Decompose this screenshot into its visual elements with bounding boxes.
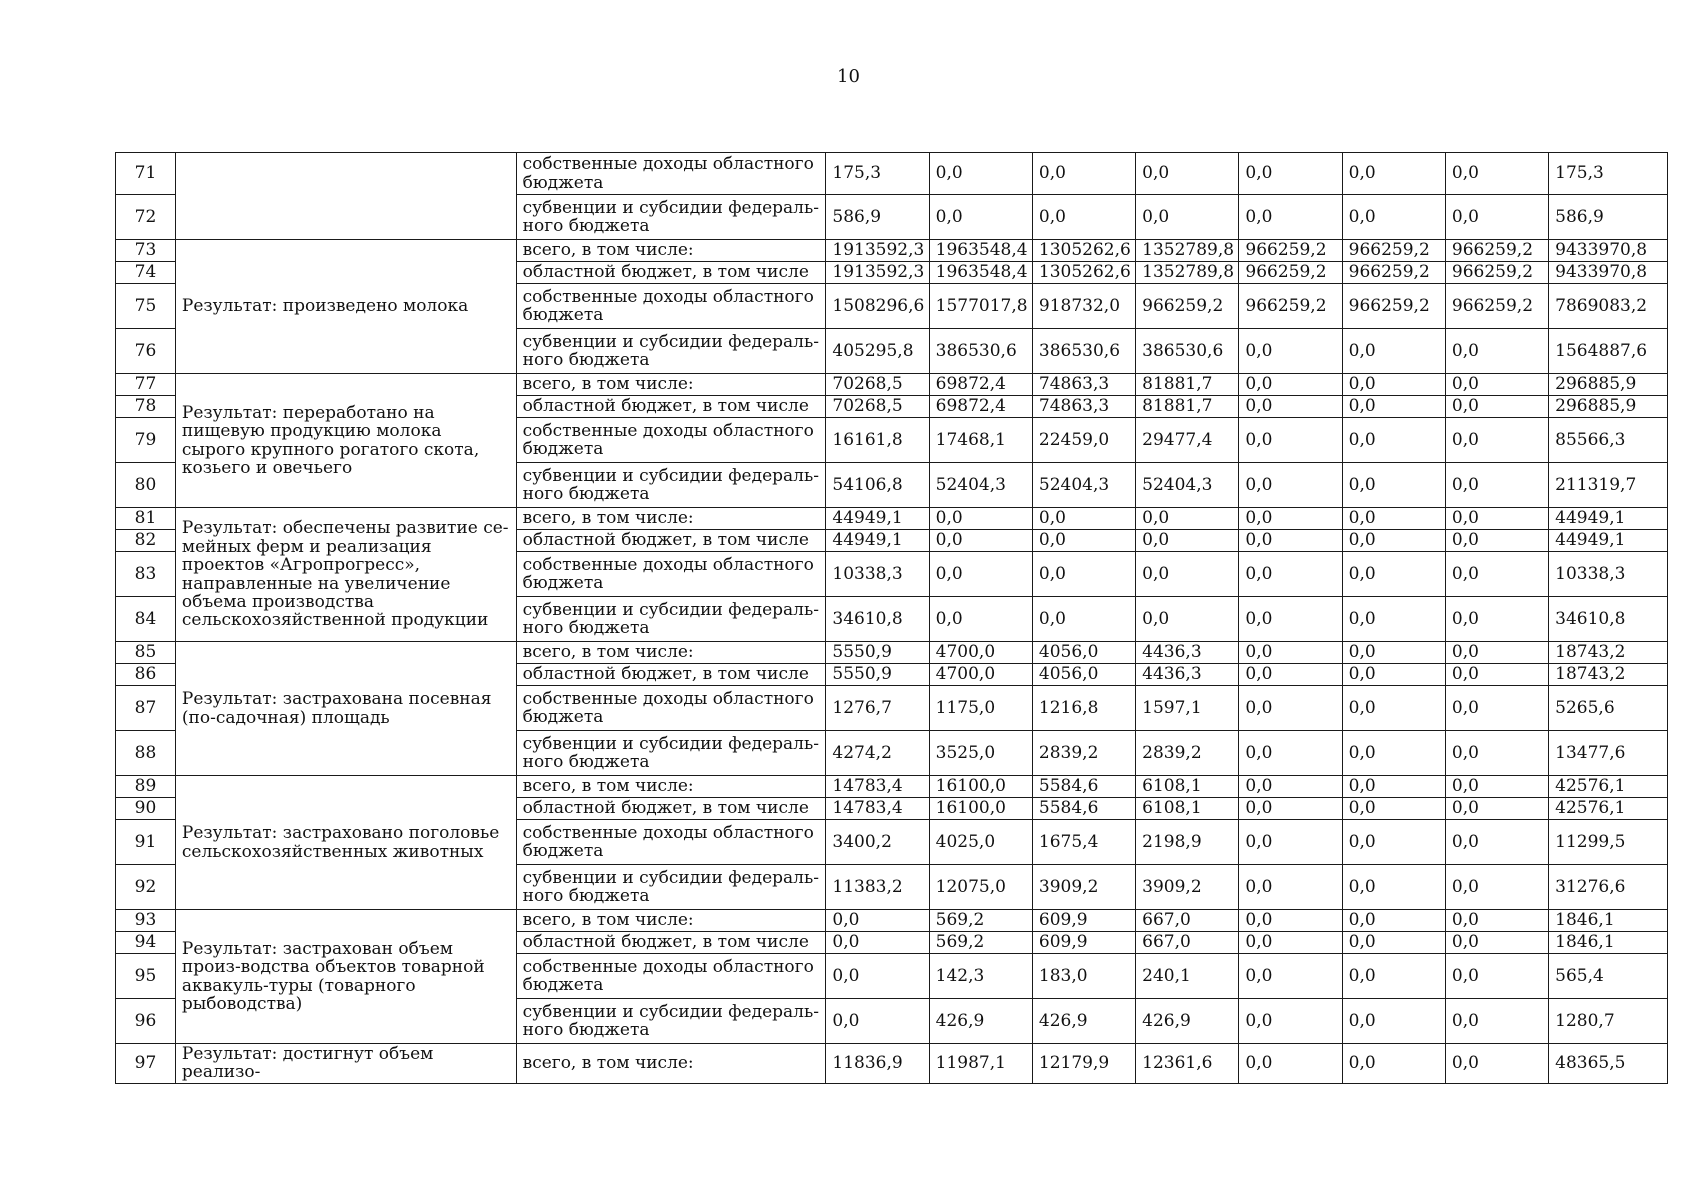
value-cell: 5584,6 <box>1032 776 1135 798</box>
funding-source: областной бюджет, в том числе <box>516 932 826 954</box>
value-cell: 5550,9 <box>826 664 929 686</box>
value-cell: 0,0 <box>1445 954 1548 999</box>
value-cell: 2839,2 <box>1032 731 1135 776</box>
value-cell: 0,0 <box>1239 910 1342 932</box>
value-cell: 4056,0 <box>1032 642 1135 664</box>
value-cell: 0,0 <box>1342 195 1445 240</box>
value-cell: 0,0 <box>1445 798 1548 820</box>
value-cell: 0,0 <box>1445 329 1548 374</box>
value-cell: 4056,0 <box>1032 664 1135 686</box>
value-cell: 3400,2 <box>826 820 929 865</box>
row-number: 73 <box>116 240 176 262</box>
value-cell: 667,0 <box>1136 932 1239 954</box>
value-total: 18743,2 <box>1549 642 1668 664</box>
row-number: 91 <box>116 820 176 865</box>
value-cell: 52404,3 <box>1136 463 1239 508</box>
funding-source: всего, в том числе: <box>516 910 826 932</box>
value-cell: 0,0 <box>1239 798 1342 820</box>
funding-source: субвенции и субсидии федераль-ного бюджета <box>516 195 826 240</box>
value-cell: 0,0 <box>1239 597 1342 642</box>
value-cell: 667,0 <box>1136 910 1239 932</box>
funding-source: субвенции и субсидии федераль-ного бюджета <box>516 463 826 508</box>
row-number: 93 <box>116 910 176 932</box>
value-cell: 0,0 <box>1342 530 1445 552</box>
value-cell: 12075,0 <box>929 865 1032 910</box>
value-total: 85566,3 <box>1549 418 1668 463</box>
budget-table <box>115 152 1668 1084</box>
value-cell: 81881,7 <box>1136 374 1239 396</box>
value-cell: 0,0 <box>1342 329 1445 374</box>
funding-source: собственные доходы областного бюджета <box>516 153 826 195</box>
value-cell: 0,0 <box>826 932 929 954</box>
table-row <box>116 153 1668 195</box>
row-number: 78 <box>116 396 176 418</box>
row-number: 76 <box>116 329 176 374</box>
row-number: 92 <box>116 865 176 910</box>
value-cell: 386530,6 <box>1032 329 1135 374</box>
funding-source: областной бюджет, в том числе <box>516 530 826 552</box>
value-cell: 1675,4 <box>1032 820 1135 865</box>
value-cell: 74863,3 <box>1032 374 1135 396</box>
funding-source: субвенции и субсидии федераль-ного бюджета <box>516 865 826 910</box>
value-cell: 0,0 <box>1342 153 1445 195</box>
value-cell: 2839,2 <box>1136 731 1239 776</box>
table-body <box>116 153 1668 1084</box>
value-cell: 0,0 <box>1342 597 1445 642</box>
value-cell: 142,3 <box>929 954 1032 999</box>
value-cell: 14783,4 <box>826 798 929 820</box>
table-row <box>116 374 1668 396</box>
value-cell: 0,0 <box>1239 374 1342 396</box>
value-cell: 0,0 <box>1032 552 1135 597</box>
table-row <box>116 240 1668 262</box>
value-cell: 426,9 <box>929 999 1032 1044</box>
value-cell: 0,0 <box>1445 686 1548 731</box>
value-cell: 0,0 <box>1239 999 1342 1044</box>
value-cell: 966259,2 <box>1136 284 1239 329</box>
value-total: 175,3 <box>1549 153 1668 195</box>
value-cell: 69872,4 <box>929 396 1032 418</box>
value-cell: 52404,3 <box>1032 463 1135 508</box>
value-cell: 0,0 <box>1445 374 1548 396</box>
result-description: Результат: достигнут объем реализо- <box>175 1044 516 1084</box>
value-cell: 0,0 <box>1445 820 1548 865</box>
value-cell: 0,0 <box>1239 195 1342 240</box>
value-cell: 12179,9 <box>1032 1044 1135 1084</box>
value-cell: 0,0 <box>1239 731 1342 776</box>
value-cell: 0,0 <box>1239 530 1342 552</box>
funding-source: субвенции и субсидии федераль-ного бюджета <box>516 597 826 642</box>
row-number: 82 <box>116 530 176 552</box>
value-cell: 1913592,3 <box>826 262 929 284</box>
value-cell: 0,0 <box>1342 418 1445 463</box>
value-cell: 4700,0 <box>929 664 1032 686</box>
value-cell: 1305262,6 <box>1032 262 1135 284</box>
value-cell: 0,0 <box>929 153 1032 195</box>
value-cell: 0,0 <box>1239 642 1342 664</box>
value-cell: 1913592,3 <box>826 240 929 262</box>
value-cell: 0,0 <box>1342 820 1445 865</box>
value-cell: 1175,0 <box>929 686 1032 731</box>
table-row <box>116 776 1668 798</box>
value-cell: 0,0 <box>1239 1044 1342 1084</box>
value-cell: 0,0 <box>1239 776 1342 798</box>
value-total: 586,9 <box>1549 195 1668 240</box>
value-cell: 0,0 <box>1342 954 1445 999</box>
value-total: 34610,8 <box>1549 597 1668 642</box>
funding-source: субвенции и субсидии федераль-ного бюджета <box>516 731 826 776</box>
value-cell: 44949,1 <box>826 530 929 552</box>
row-number: 77 <box>116 374 176 396</box>
row-number: 87 <box>116 686 176 731</box>
value-cell: 34610,8 <box>826 597 929 642</box>
result-description: Результат: произведено молока <box>175 240 516 374</box>
funding-source: собственные доходы областного бюджета <box>516 686 826 731</box>
value-cell: 0,0 <box>1445 999 1548 1044</box>
value-total: 31276,6 <box>1549 865 1668 910</box>
value-cell: 966259,2 <box>1342 240 1445 262</box>
value-cell: 0,0 <box>929 552 1032 597</box>
table-row <box>116 642 1668 664</box>
value-cell: 1352789,8 <box>1136 240 1239 262</box>
value-cell: 17468,1 <box>929 418 1032 463</box>
row-number: 95 <box>116 954 176 999</box>
value-cell: 0,0 <box>1445 1044 1548 1084</box>
value-total: 7869083,2 <box>1549 284 1668 329</box>
value-cell: 0,0 <box>1342 731 1445 776</box>
value-total: 296885,9 <box>1549 396 1668 418</box>
value-cell: 12361,6 <box>1136 1044 1239 1084</box>
value-cell: 569,2 <box>929 932 1032 954</box>
funding-source: всего, в том числе: <box>516 374 826 396</box>
value-cell: 966259,2 <box>1239 262 1342 284</box>
value-cell: 1508296,6 <box>826 284 929 329</box>
value-cell: 0,0 <box>826 910 929 932</box>
row-number: 90 <box>116 798 176 820</box>
value-cell: 3909,2 <box>1136 865 1239 910</box>
value-total: 1846,1 <box>1549 932 1668 954</box>
value-cell: 0,0 <box>1445 731 1548 776</box>
value-cell: 4436,3 <box>1136 642 1239 664</box>
value-cell: 0,0 <box>1136 597 1239 642</box>
row-number: 89 <box>116 776 176 798</box>
value-cell: 0,0 <box>826 999 929 1044</box>
value-cell: 183,0 <box>1032 954 1135 999</box>
value-cell: 81881,7 <box>1136 396 1239 418</box>
value-cell: 0,0 <box>1342 865 1445 910</box>
value-cell: 0,0 <box>929 597 1032 642</box>
value-cell: 0,0 <box>1342 776 1445 798</box>
value-cell: 4436,3 <box>1136 664 1239 686</box>
value-total: 18743,2 <box>1549 664 1668 686</box>
value-cell: 918732,0 <box>1032 284 1135 329</box>
value-cell: 240,1 <box>1136 954 1239 999</box>
value-cell: 0,0 <box>1239 954 1342 999</box>
value-cell: 0,0 <box>1445 418 1548 463</box>
value-cell: 0,0 <box>1136 153 1239 195</box>
value-total: 296885,9 <box>1549 374 1668 396</box>
value-total: 5265,6 <box>1549 686 1668 731</box>
value-cell: 966259,2 <box>1239 284 1342 329</box>
value-cell: 1963548,4 <box>929 262 1032 284</box>
value-total: 11299,5 <box>1549 820 1668 865</box>
value-cell: 1352789,8 <box>1136 262 1239 284</box>
value-cell: 0,0 <box>1136 508 1239 530</box>
row-number: 86 <box>116 664 176 686</box>
funding-source: областной бюджет, в том числе <box>516 262 826 284</box>
value-cell: 16100,0 <box>929 798 1032 820</box>
result-description: Результат: переработано на пищевую продукцию молока сырого крупного рогатого скота, козьего и овечьего <box>175 374 516 508</box>
value-cell: 74863,3 <box>1032 396 1135 418</box>
value-cell: 0,0 <box>1342 396 1445 418</box>
value-cell: 0,0 <box>1239 153 1342 195</box>
value-cell: 0,0 <box>1342 910 1445 932</box>
value-cell: 0,0 <box>1032 153 1135 195</box>
value-cell: 0,0 <box>1445 508 1548 530</box>
value-total: 9433970,8 <box>1549 262 1668 284</box>
value-total: 10338,3 <box>1549 552 1668 597</box>
funding-source: субвенции и субсидии федераль-ного бюджета <box>516 329 826 374</box>
value-total: 1280,7 <box>1549 999 1668 1044</box>
value-cell: 52404,3 <box>929 463 1032 508</box>
value-cell: 0,0 <box>1445 865 1548 910</box>
value-cell: 0,0 <box>929 530 1032 552</box>
value-cell: 966259,2 <box>1239 240 1342 262</box>
value-cell: 0,0 <box>826 954 929 999</box>
table-row <box>116 508 1668 530</box>
value-cell: 1577017,8 <box>929 284 1032 329</box>
value-cell: 0,0 <box>1445 664 1548 686</box>
value-cell: 966259,2 <box>1342 284 1445 329</box>
value-cell: 5550,9 <box>826 642 929 664</box>
value-cell: 0,0 <box>1342 664 1445 686</box>
value-cell: 0,0 <box>1445 552 1548 597</box>
value-cell: 0,0 <box>1136 195 1239 240</box>
row-number: 75 <box>116 284 176 329</box>
value-cell: 0,0 <box>1445 932 1548 954</box>
value-total: 44949,1 <box>1549 508 1668 530</box>
funding-source: собственные доходы областного бюджета <box>516 284 826 329</box>
funding-source: всего, в том числе: <box>516 776 826 798</box>
value-cell: 426,9 <box>1032 999 1135 1044</box>
value-cell: 0,0 <box>1032 195 1135 240</box>
table-row <box>116 910 1668 932</box>
value-cell: 0,0 <box>1445 463 1548 508</box>
value-cell: 0,0 <box>1239 463 1342 508</box>
result-description: Результат: застраховано поголовье сельскохозяйственных животных <box>175 776 516 910</box>
value-cell: 6108,1 <box>1136 776 1239 798</box>
value-cell: 0,0 <box>1342 552 1445 597</box>
value-cell: 0,0 <box>1342 508 1445 530</box>
funding-source: областной бюджет, в том числе <box>516 798 826 820</box>
value-cell: 0,0 <box>1239 865 1342 910</box>
value-cell: 0,0 <box>1445 910 1548 932</box>
value-cell: 386530,6 <box>1136 329 1239 374</box>
value-cell: 0,0 <box>1032 508 1135 530</box>
value-cell: 0,0 <box>1342 798 1445 820</box>
value-total: 44949,1 <box>1549 530 1668 552</box>
value-total: 1846,1 <box>1549 910 1668 932</box>
value-cell: 966259,2 <box>1445 240 1548 262</box>
row-number: 96 <box>116 999 176 1044</box>
value-cell: 0,0 <box>1032 597 1135 642</box>
value-total: 42576,1 <box>1549 798 1668 820</box>
value-cell: 4274,2 <box>826 731 929 776</box>
row-number: 97 <box>116 1044 176 1084</box>
value-cell: 29477,4 <box>1136 418 1239 463</box>
value-cell: 14783,4 <box>826 776 929 798</box>
value-cell: 0,0 <box>1445 195 1548 240</box>
result-description: Результат: обеспечены развитие се-мейных ферм и реализация проектов «Агропрогресс», направленные на увеличение объема производства сельскохозяйственной продукции <box>175 508 516 642</box>
value-total: 42576,1 <box>1549 776 1668 798</box>
value-cell: 386530,6 <box>929 329 1032 374</box>
value-cell: 586,9 <box>826 195 929 240</box>
funding-source: всего, в том числе: <box>516 642 826 664</box>
value-cell: 0,0 <box>1445 776 1548 798</box>
value-cell: 70268,5 <box>826 374 929 396</box>
value-cell: 11987,1 <box>929 1044 1032 1084</box>
value-cell: 0,0 <box>929 195 1032 240</box>
value-cell: 0,0 <box>1239 686 1342 731</box>
value-cell: 0,0 <box>1342 642 1445 664</box>
value-cell: 10338,3 <box>826 552 929 597</box>
value-cell: 609,9 <box>1032 932 1135 954</box>
value-cell: 0,0 <box>1445 396 1548 418</box>
value-cell: 44949,1 <box>826 508 929 530</box>
row-number: 94 <box>116 932 176 954</box>
value-cell: 3525,0 <box>929 731 1032 776</box>
funding-source: собственные доходы областного бюджета <box>516 820 826 865</box>
row-number: 85 <box>116 642 176 664</box>
row-number: 71 <box>116 153 176 195</box>
value-cell: 5584,6 <box>1032 798 1135 820</box>
value-cell: 0,0 <box>1342 1044 1445 1084</box>
funding-source: всего, в том числе: <box>516 1044 826 1084</box>
value-cell: 6108,1 <box>1136 798 1239 820</box>
value-cell: 2198,9 <box>1136 820 1239 865</box>
value-cell: 175,3 <box>826 153 929 195</box>
value-cell: 0,0 <box>1239 329 1342 374</box>
value-cell: 0,0 <box>1342 463 1445 508</box>
value-total: 48365,5 <box>1549 1044 1668 1084</box>
value-cell: 0,0 <box>1342 374 1445 396</box>
funding-source: всего, в том числе: <box>516 240 826 262</box>
value-cell: 4700,0 <box>929 642 1032 664</box>
value-cell: 609,9 <box>1032 910 1135 932</box>
funding-source: областной бюджет, в том числе <box>516 396 826 418</box>
funding-source: субвенции и субсидии федераль-ного бюджета <box>516 999 826 1044</box>
value-cell: 0,0 <box>1032 530 1135 552</box>
value-cell: 69872,4 <box>929 374 1032 396</box>
value-cell: 0,0 <box>1136 552 1239 597</box>
value-cell: 4025,0 <box>929 820 1032 865</box>
row-number: 80 <box>116 463 176 508</box>
value-cell: 0,0 <box>1239 508 1342 530</box>
value-cell: 0,0 <box>1239 418 1342 463</box>
value-cell: 70268,5 <box>826 396 929 418</box>
value-cell: 966259,2 <box>1445 284 1548 329</box>
value-cell: 0,0 <box>1239 664 1342 686</box>
value-cell: 54106,8 <box>826 463 929 508</box>
funding-source: собственные доходы областного бюджета <box>516 954 826 999</box>
funding-source: областной бюджет, в том числе <box>516 664 826 686</box>
value-cell: 1963548,4 <box>929 240 1032 262</box>
result-description: Результат: застрахована посевная (по-садочная) площадь <box>175 642 516 776</box>
row-number: 84 <box>116 597 176 642</box>
value-cell: 0,0 <box>1445 530 1548 552</box>
value-cell: 3909,2 <box>1032 865 1135 910</box>
value-cell: 1597,1 <box>1136 686 1239 731</box>
result-description <box>175 153 516 240</box>
value-cell: 0,0 <box>1445 597 1548 642</box>
value-cell: 22459,0 <box>1032 418 1135 463</box>
value-cell: 966259,2 <box>1342 262 1445 284</box>
row-number: 72 <box>116 195 176 240</box>
value-total: 1564887,6 <box>1549 329 1668 374</box>
value-cell: 0,0 <box>1342 932 1445 954</box>
funding-source: собственные доходы областного бюджета <box>516 418 826 463</box>
value-cell: 1305262,6 <box>1032 240 1135 262</box>
funding-source: собственные доходы областного бюджета <box>516 552 826 597</box>
value-cell: 16161,8 <box>826 418 929 463</box>
row-number: 79 <box>116 418 176 463</box>
value-cell: 11383,2 <box>826 865 929 910</box>
row-number: 74 <box>116 262 176 284</box>
funding-source: всего, в том числе: <box>516 508 826 530</box>
value-cell: 1216,8 <box>1032 686 1135 731</box>
value-cell: 0,0 <box>1239 932 1342 954</box>
value-cell: 966259,2 <box>1445 262 1548 284</box>
value-cell: 0,0 <box>1239 396 1342 418</box>
value-cell: 0,0 <box>1136 530 1239 552</box>
value-cell: 0,0 <box>1342 999 1445 1044</box>
value-cell: 0,0 <box>1342 686 1445 731</box>
value-cell: 569,2 <box>929 910 1032 932</box>
value-total: 565,4 <box>1549 954 1668 999</box>
value-cell: 0,0 <box>1445 642 1548 664</box>
value-cell: 1276,7 <box>826 686 929 731</box>
value-total: 13477,6 <box>1549 731 1668 776</box>
row-number: 83 <box>116 552 176 597</box>
value-cell: 0,0 <box>929 508 1032 530</box>
value-cell: 11836,9 <box>826 1044 929 1084</box>
table-row <box>116 1044 1668 1084</box>
value-cell: 405295,8 <box>826 329 929 374</box>
value-cell: 0,0 <box>1445 153 1548 195</box>
value-total: 211319,7 <box>1549 463 1668 508</box>
row-number: 88 <box>116 731 176 776</box>
value-cell: 0,0 <box>1239 552 1342 597</box>
page-number: 10 <box>837 66 860 87</box>
value-cell: 16100,0 <box>929 776 1032 798</box>
value-cell: 0,0 <box>1239 820 1342 865</box>
value-cell: 426,9 <box>1136 999 1239 1044</box>
row-number: 81 <box>116 508 176 530</box>
result-description: Результат: застрахован объем произ-водства объектов товарной аквакуль-туры (товарного рыбоводства) <box>175 910 516 1044</box>
value-total: 9433970,8 <box>1549 240 1668 262</box>
